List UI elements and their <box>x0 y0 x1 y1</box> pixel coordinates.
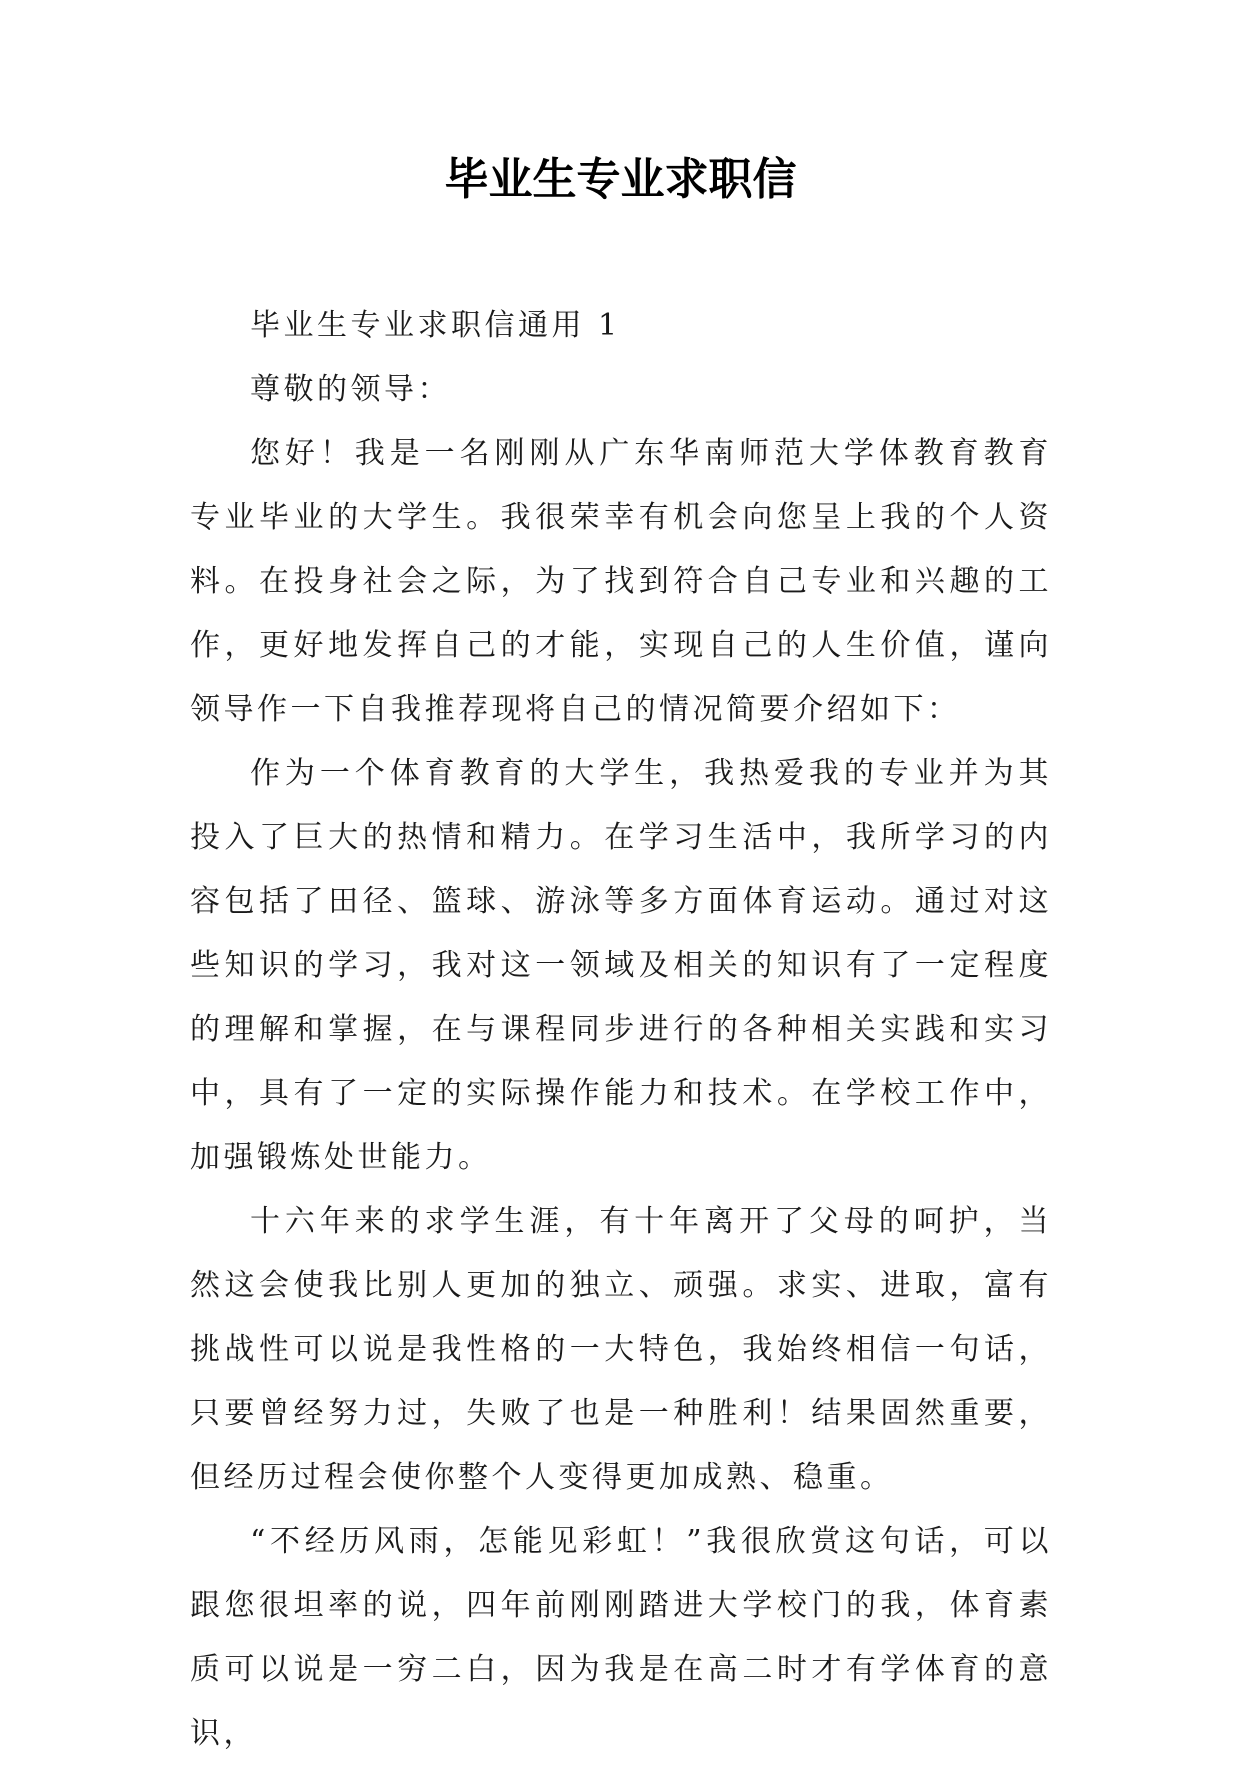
paragraph: 作为一个体育教育的大学生，我热爱我的专业并为其投入了巨大的热情和精力。在学习生活中，我所学习的内容包括了田径、篮球、游泳等多方面体育运动。通过对这些知识的学习，我对这一领域及相关的知识有了一定程度的理解和掌握，在与课程同步进行的各种相关实践和实习中，具有了一定的实际操作能力和技术。在学校工作中，加强锻炼处世能力。 <box>190 756 1052 1175</box>
paragraph-salutation: 尊敬的领导： <box>250 372 451 407</box>
paragraph: 您好！我是一名刚刚从广东华南师范大学体教育教育专业毕业的大学生。我很荣幸有机会向您呈上我的个人资料。在投身社会之际，为了找到符合自己专业和兴趣的工作，更好地发挥自己的才能，实现自己的人生价值，谨向领导作一下自我推荐现将自己的情况简要介绍如下： <box>190 436 1052 727</box>
paragraph-heading: 毕业生专业求职信通用 1 <box>250 308 621 343</box>
document-title: 毕业生专业求职信 <box>444 154 797 205</box>
paragraph: “不经历风雨，怎能见彩虹！”我很欣赏这句话，可以跟您很坦率的说，四年前刚刚踏进大学校门的我，体育素质可以说是一穷二白，因为我是在高二时才有学体育的意识， <box>190 1524 1052 1751</box>
document-body <box>190 294 1052 1766</box>
paragraph: 十六年来的求学生涯，有十年离开了父母的呵护，当然这会使我比别人更加的独立、顽强。求实、进取，富有挑战性可以说是我性格的一大特色，我始终相信一句话，只要曾经努力过，失败了也是一种胜利！结果固然重要，但经历过程会使你整个人变得更加成熟、稳重。 <box>190 1204 1052 1495</box>
